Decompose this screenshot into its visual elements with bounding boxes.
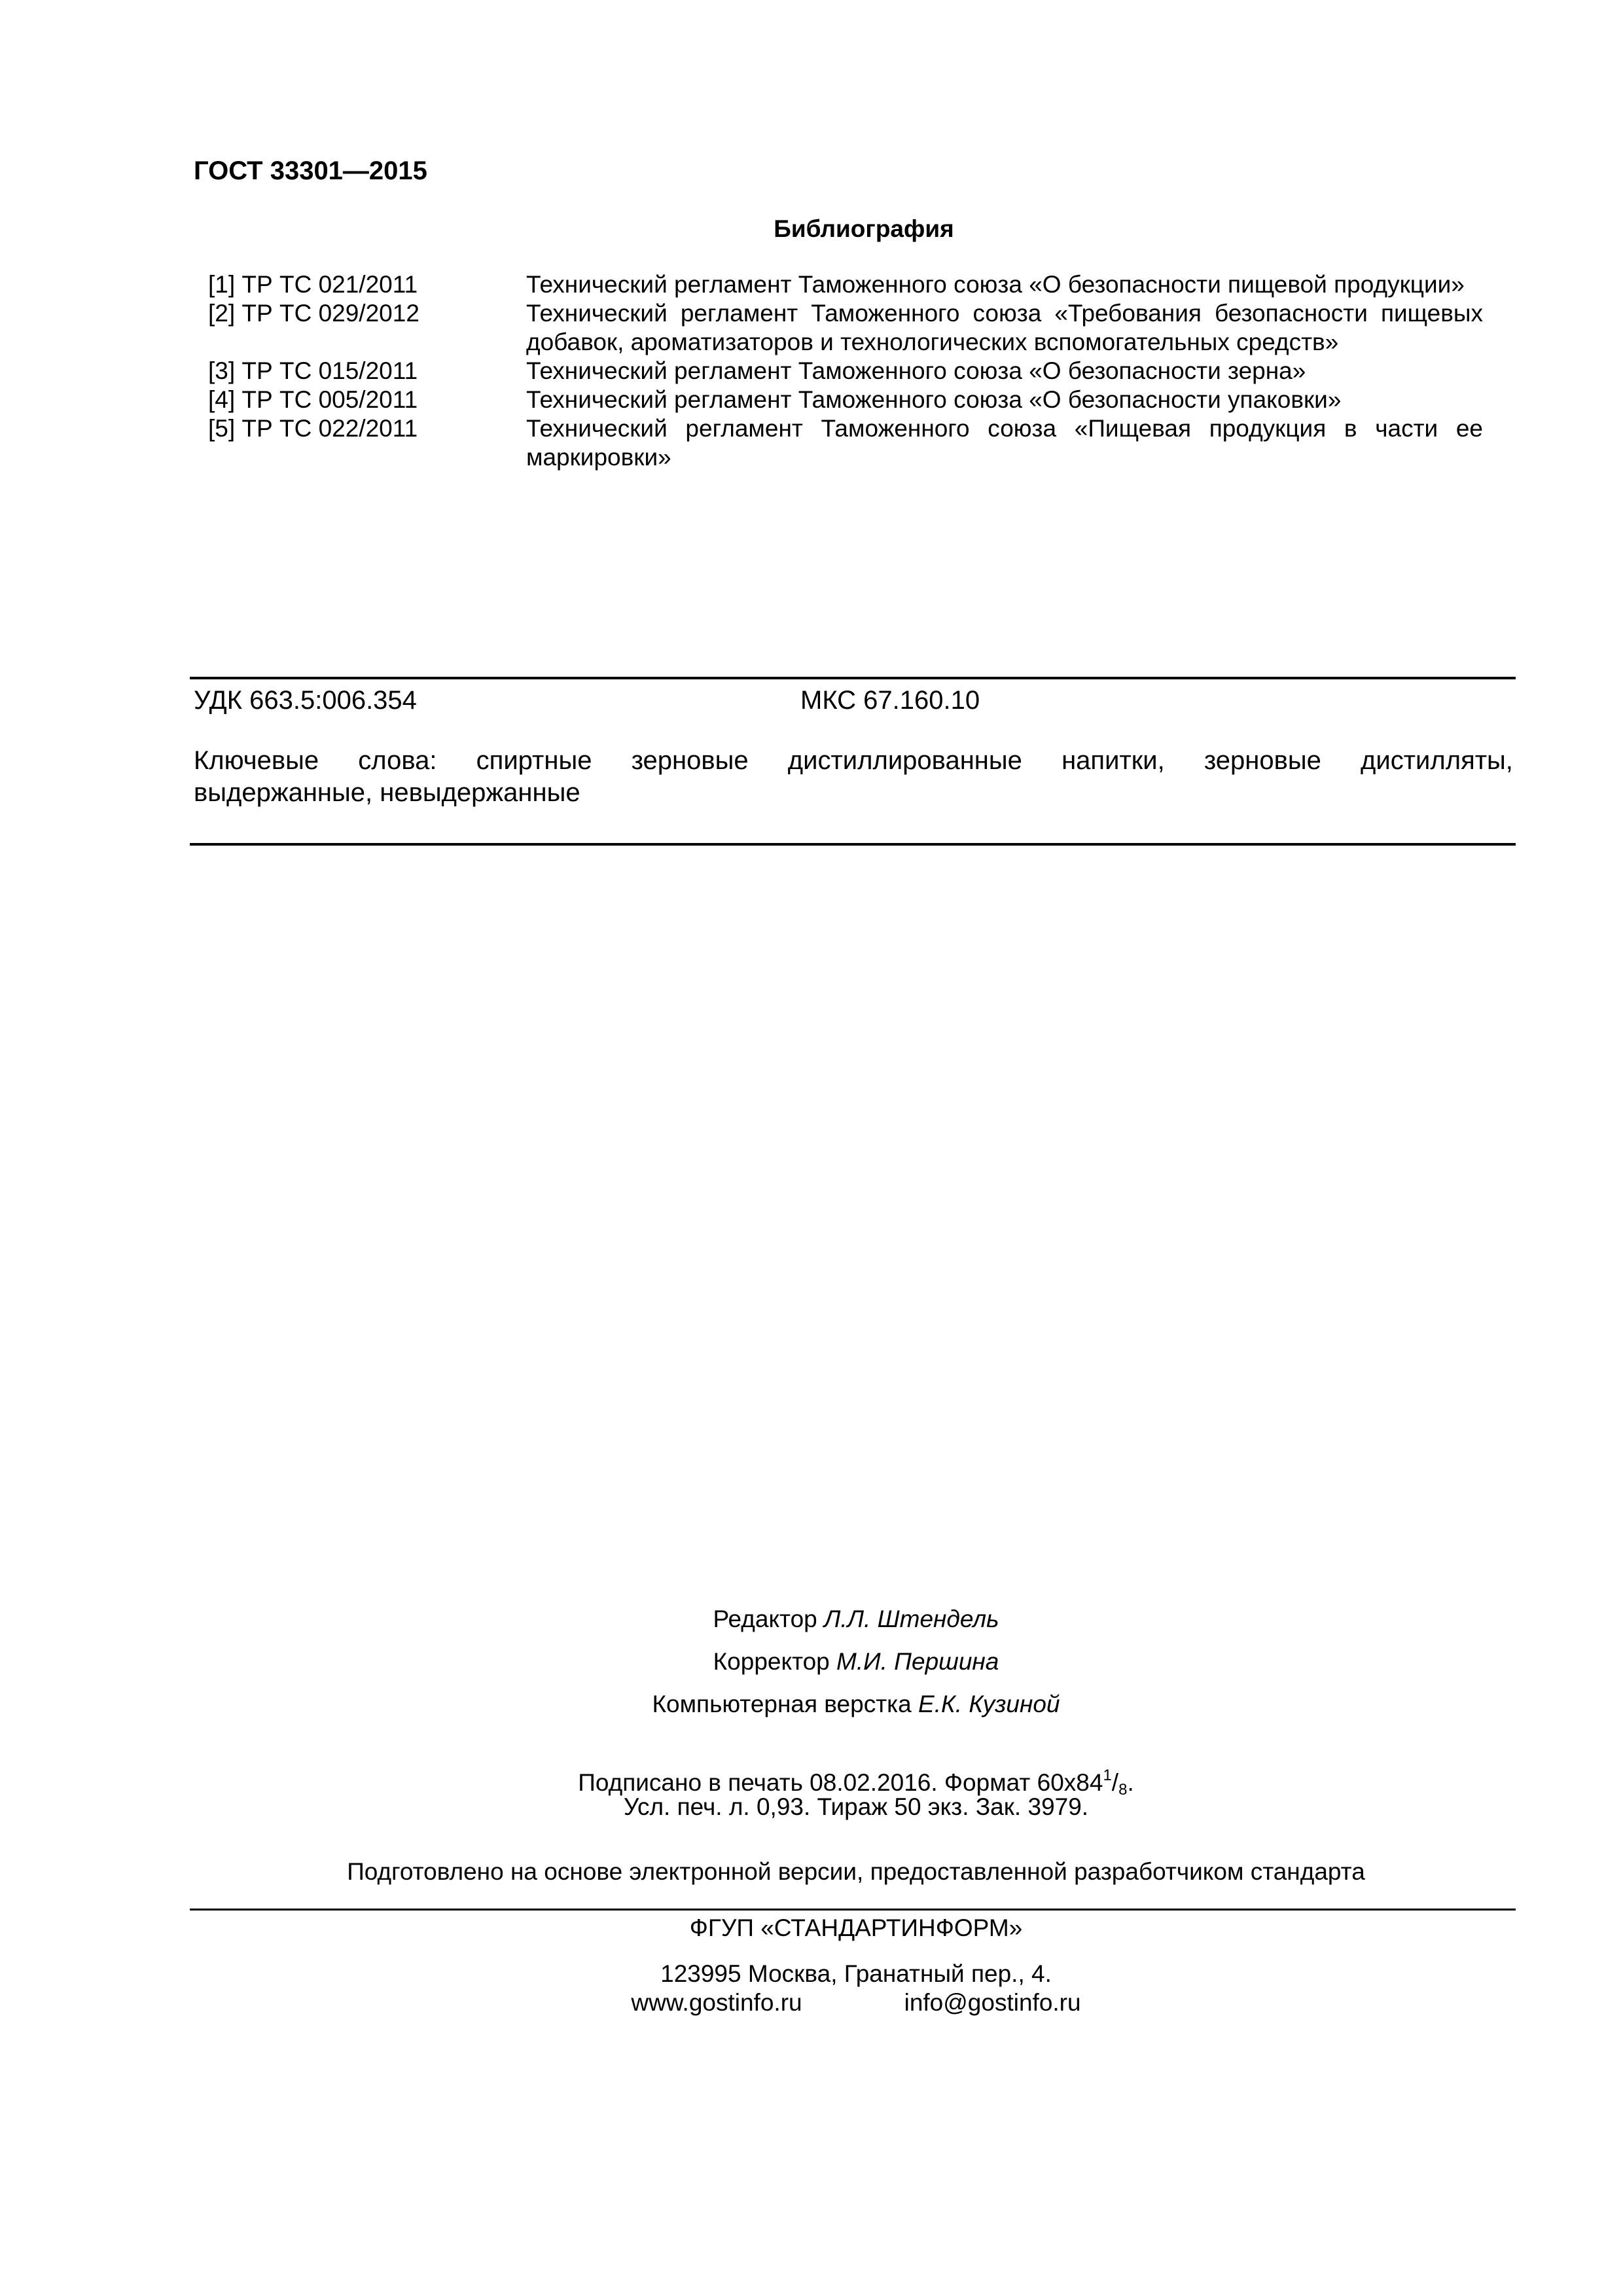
bibliography-text: Технический регламент Таможенного союза «О безопасности пищевой продукции» (526, 271, 1465, 298)
keywords (194, 745, 1513, 809)
keyword-word: зерновые (631, 746, 749, 775)
keyword-word: Ключевые (194, 746, 319, 775)
bibliography-ref: [3] ТР ТС 015/2011 (208, 357, 418, 384)
format-slash: / (1111, 1769, 1119, 1796)
website-link[interactable]: www.gostinfo.ru (631, 1989, 802, 2016)
keywords-line (194, 745, 1513, 777)
layout-label: Компьютерная верстка (652, 1691, 912, 1717)
bibliography-entry (208, 357, 1483, 386)
keyword-word: дистилляты, (1361, 746, 1513, 775)
document-code: ГОСТ 33301—2015 (194, 156, 427, 185)
keyword-word: дистиллированные (787, 746, 1022, 775)
editor-line (0, 1604, 1623, 1634)
prepared-note: Подготовлено на основе электронной версии, предоставленной разработчиком стандарта (347, 1858, 1365, 1885)
bibliography-ref: [2] ТР ТС 029/2012 (208, 300, 419, 327)
bibliography-list (208, 270, 1483, 472)
keyword-word: зерновые (1204, 746, 1321, 775)
keywords-line: выдержанные, невыдержанные (194, 778, 580, 807)
bibliography-title: Библиография (774, 215, 954, 242)
contact-spacer (802, 1988, 904, 2018)
keyword-word: напитки, (1061, 746, 1165, 775)
corrector-name: М.И. Першина (836, 1648, 999, 1675)
corrector-line (0, 1647, 1623, 1677)
keyword-word: спиртные (476, 746, 592, 775)
bibliography-text: Технический регламент Таможенного союза «Требования безопасности пищевых добавок, ароматизаторов и технологических вспомогательных средств» (526, 300, 1483, 355)
format-numerator: 1 (1103, 1767, 1112, 1784)
divider-rule (190, 1909, 1516, 1910)
bibliography-ref: [1] ТР ТС 021/2011 (208, 271, 418, 298)
layout-line (0, 1689, 1623, 1719)
mks-code: МКС 67.160.10 (800, 686, 980, 715)
format-denominator: 8 (1118, 1781, 1128, 1799)
bibliography-entry (208, 299, 1483, 357)
contact-line (0, 1988, 1623, 2018)
divider-rule (190, 843, 1516, 846)
bibliography-entry (208, 386, 1483, 414)
signed-text: Подписано в печать 08.02.2016. Формат 60x84 (578, 1769, 1103, 1796)
publisher-address: 123995 Москва, Гранатный пер., 4. (660, 1960, 1052, 1987)
bibliography-entry (208, 270, 1483, 299)
print-details: Усл. печ. л. 0,93. Тираж 50 экз. Зак. 3979. (623, 1793, 1089, 1820)
bibliography-entry (208, 414, 1483, 472)
layout-name: Е.К. Кузиной (918, 1691, 1060, 1717)
keyword-word: слова: (358, 746, 437, 775)
bibliography-text: Технический регламент Таможенного союза «Пищевая продукция в части ее маркировки» (526, 415, 1483, 471)
publisher-name: ФГУП «СТАНДАРТИНФОРМ» (689, 1914, 1023, 1941)
bibliography-text: Технический регламент Таможенного союза «О безопасности упаковки» (526, 386, 1342, 413)
bibliography-ref: [5] ТР ТС 022/2011 (208, 415, 418, 442)
editor-label: Редактор (713, 1605, 817, 1632)
udk-code: УДК 663.5:006.354 (194, 686, 417, 715)
format-end: . (1127, 1769, 1134, 1796)
divider-rule (190, 677, 1516, 679)
bibliography-ref: [4] ТР ТС 005/2011 (208, 386, 418, 413)
editor-name: Л.Л. Штендель (824, 1605, 999, 1632)
bibliography-text: Технический регламент Таможенного союза «О безопасности зерна» (526, 357, 1306, 384)
corrector-label: Корректор (713, 1648, 830, 1675)
email-link[interactable]: info@gostinfo.ru (904, 1989, 1081, 2016)
